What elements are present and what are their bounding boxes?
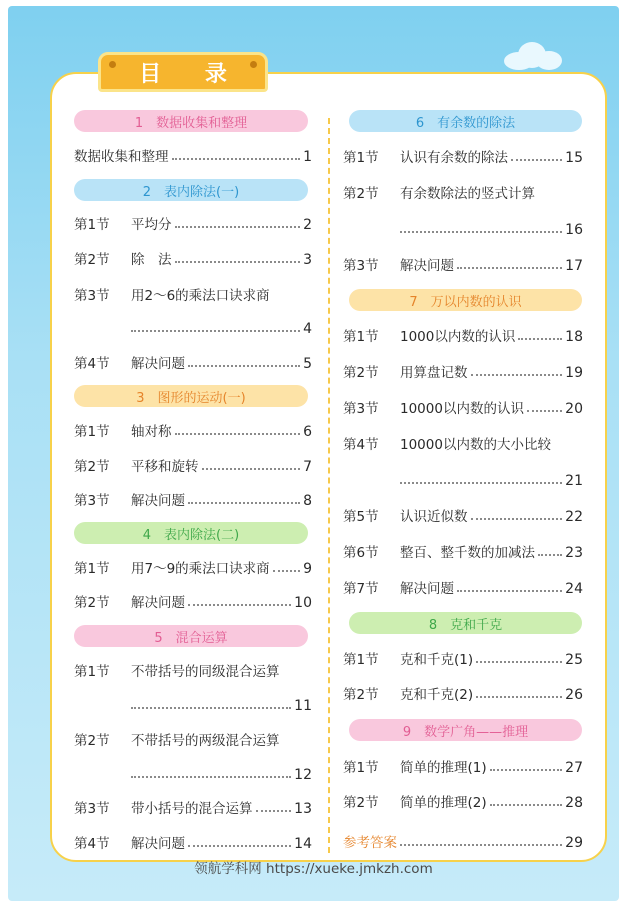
- toc-entry[interactable]: [343, 254, 583, 274]
- entry-name: 解决问题: [131, 836, 185, 852]
- entry-page: 15: [565, 150, 583, 166]
- entry-name: 平均分: [131, 217, 172, 233]
- entry-name: 不带括号的两级混合运算: [131, 733, 280, 749]
- entry-name: 用2～6的乘法口诀求商: [131, 288, 270, 304]
- watermark: 领航学科网 https://xueke.jmkzh.com: [194, 861, 433, 877]
- entry-page: 22: [565, 509, 583, 525]
- toc-entry[interactable]: [74, 557, 312, 577]
- leader-dots: [202, 468, 301, 470]
- toc-entry[interactable]: [74, 489, 312, 509]
- chapter-4-heading[interactable]: 4 表内除法(二): [74, 522, 308, 544]
- entry-name: 认识有余数的除法: [400, 150, 508, 166]
- chapter-5-heading[interactable]: 5 混合运算: [74, 625, 308, 647]
- toc-entry[interactable]: [74, 352, 312, 372]
- leader-dots: [538, 554, 562, 556]
- entry-name: 解决问题: [400, 581, 454, 597]
- leader-dots: [471, 518, 563, 520]
- leader-dots: [400, 482, 562, 484]
- entry-section: 第2节: [343, 365, 379, 381]
- toc-entry-continuation[interactable]: [131, 694, 312, 714]
- toc-entry[interactable]: [74, 213, 312, 233]
- entry-section: 第2节: [74, 733, 110, 749]
- leader-dots: [175, 261, 301, 263]
- entry-page: 16: [565, 222, 583, 238]
- entry-name: 不带括号的同级混合运算: [131, 664, 280, 680]
- toc-entry-continuation[interactable]: [131, 763, 312, 783]
- entry-page: 14: [294, 836, 312, 852]
- entry-name: 数据收集和整理: [74, 149, 169, 165]
- leader-dots: [131, 776, 291, 778]
- toc-entry[interactable]: [74, 797, 312, 817]
- entry-name: 10000以内数的认识: [400, 401, 524, 417]
- leader-dots: [131, 707, 291, 709]
- chapter-9-heading[interactable]: 9 数学广角——推理: [349, 719, 582, 741]
- leader-dots: [400, 231, 562, 233]
- entry-name: 克和千克(1): [400, 652, 474, 668]
- entry-page: 2: [303, 217, 312, 233]
- chapter-7-heading[interactable]: 7 万以内数的认识: [349, 289, 582, 311]
- entry-section: 第1节: [74, 664, 110, 680]
- entry-page: 21: [565, 473, 583, 489]
- toc-entry-continuation[interactable]: [131, 317, 312, 337]
- leader-dots: [518, 338, 562, 340]
- entry-page: 4: [303, 321, 312, 337]
- entry-section: 第4节: [74, 836, 110, 852]
- answers-label: 参考答案: [343, 835, 397, 851]
- leader-dots: [256, 810, 292, 812]
- entry-page: 13: [294, 801, 312, 817]
- entry-page: 19: [565, 365, 583, 381]
- entry-section: 第4节: [343, 437, 379, 453]
- entry-page: 10: [294, 595, 312, 611]
- toc-entry[interactable]: [74, 145, 312, 165]
- entry-name: 整百、整千数的加减法: [400, 545, 535, 561]
- toc-entry[interactable]: [343, 683, 583, 703]
- entry-page: 18: [565, 329, 583, 345]
- entry-page: 17: [565, 258, 583, 274]
- entry-name: 有余数除法的竖式计算: [400, 186, 535, 202]
- leader-dots: [527, 410, 562, 412]
- entry-name: 10000以内数的大小比较: [400, 437, 551, 453]
- entry-section: 第1节: [343, 760, 379, 776]
- entry-page: 7: [303, 459, 312, 475]
- entry-name: 1000以内数的认识: [400, 329, 516, 345]
- entry-page: 5: [303, 356, 312, 372]
- entry-page: 8: [303, 493, 312, 509]
- leader-dots: [175, 433, 301, 435]
- chapter-3-heading[interactable]: 3 图形的运动(一): [74, 385, 308, 407]
- entry-name: 简单的推理(2): [400, 795, 487, 811]
- page-title: 目 录: [139, 61, 245, 87]
- entry-section: 第1节: [343, 150, 379, 166]
- toc-entry[interactable]: [74, 832, 312, 852]
- entry-section: 第6节: [343, 545, 379, 561]
- toc-entry-continuation[interactable]: [400, 469, 583, 489]
- toc-entry-continuation[interactable]: [400, 218, 583, 238]
- toc-entry[interactable]: [74, 455, 312, 475]
- entry-section: 第7节: [343, 581, 379, 597]
- entry-section: 第1节: [74, 217, 110, 233]
- entry-page: 1: [303, 149, 312, 165]
- entry-name: 平移和旋转: [131, 459, 199, 475]
- entry-name: 除 法: [131, 252, 172, 268]
- entry-page: 27: [565, 760, 583, 776]
- entry-section: 第2节: [343, 186, 379, 202]
- leader-dots: [476, 696, 562, 698]
- leader-dots: [511, 159, 562, 161]
- entry-name: 解决问题: [131, 595, 185, 611]
- entry-name: 轴对称: [131, 424, 172, 440]
- leader-dots: [172, 158, 301, 160]
- entry-name: 克和千克(2): [400, 687, 474, 703]
- entry-section: 第2节: [74, 252, 110, 268]
- toc-entry[interactable]: [343, 146, 583, 166]
- entry-page: 26: [565, 687, 583, 703]
- entry-page: 20: [565, 401, 583, 417]
- chapter-8-heading[interactable]: 8 克和千克: [349, 612, 582, 634]
- entry-page: 6: [303, 424, 312, 440]
- toc-entry[interactable]: [74, 660, 312, 680]
- entry-page: 9: [303, 561, 312, 577]
- entry-section: 第2节: [74, 595, 110, 611]
- toc-entry[interactable]: [343, 505, 583, 525]
- leader-dots: [457, 267, 562, 269]
- entry-page: 11: [294, 698, 312, 714]
- leader-dots: [131, 330, 300, 332]
- entry-name: 解决问题: [400, 258, 454, 274]
- answers-entry[interactable]: [343, 831, 583, 851]
- toc-entry[interactable]: [74, 284, 312, 304]
- entry-name: 简单的推理(1): [400, 760, 487, 776]
- toc-entry[interactable]: [74, 248, 312, 268]
- chapter-2-heading[interactable]: 2 表内除法(一): [74, 179, 308, 201]
- answers-page: 29: [565, 835, 583, 851]
- leader-dots: [175, 226, 301, 228]
- entry-section: 第1节: [343, 329, 379, 345]
- toc-entry[interactable]: [343, 397, 583, 417]
- leader-dots: [188, 604, 291, 606]
- leader-dots: [490, 804, 563, 806]
- toc-title-tab: [98, 52, 268, 92]
- pin-icon: [250, 61, 257, 68]
- entry-page: 24: [565, 581, 583, 597]
- toc-entry[interactable]: [343, 648, 583, 668]
- entry-section: 第2节: [343, 795, 379, 811]
- entry-page: 3: [303, 252, 312, 268]
- entry-section: 第3节: [74, 288, 110, 304]
- entry-name: 带小括号的混合运算: [131, 801, 253, 817]
- entry-section: 第3节: [343, 258, 379, 274]
- entry-page: 25: [565, 652, 583, 668]
- leader-dots: [188, 365, 300, 367]
- entry-page: 23: [565, 545, 583, 561]
- toc-entry[interactable]: [343, 541, 583, 561]
- toc-entry[interactable]: [343, 325, 583, 345]
- entry-section: 第1节: [343, 652, 379, 668]
- toc-entry[interactable]: [343, 577, 583, 597]
- entry-page: 28: [565, 795, 583, 811]
- leader-dots: [188, 845, 291, 847]
- entry-section: 第3节: [74, 801, 110, 817]
- entry-name: 用7～9的乘法口诀求商: [131, 561, 270, 577]
- entry-page: 12: [294, 767, 312, 783]
- leader-dots: [400, 844, 562, 846]
- toc-entry[interactable]: [343, 756, 583, 776]
- toc-entry[interactable]: [343, 182, 583, 202]
- leader-dots: [188, 502, 300, 504]
- cloud-icon: [496, 42, 562, 70]
- entry-section: 第4节: [74, 356, 110, 372]
- leader-dots: [457, 590, 562, 592]
- entry-section: 第1节: [74, 424, 110, 440]
- entry-name: 解决问题: [131, 356, 185, 372]
- column-divider: [328, 118, 330, 853]
- entry-name: 用算盘记数: [400, 365, 468, 381]
- toc-entry[interactable]: [74, 591, 312, 611]
- toc-entry[interactable]: [343, 791, 583, 811]
- pin-icon: [109, 61, 116, 68]
- toc-entry[interactable]: [74, 729, 312, 749]
- entry-name: 认识近似数: [400, 509, 468, 525]
- toc-entry[interactable]: [343, 361, 583, 381]
- chapter-6-heading[interactable]: 6 有余数的除法: [349, 110, 582, 132]
- leader-dots: [476, 661, 562, 663]
- toc-entry[interactable]: [343, 433, 583, 453]
- entry-section: 第3节: [74, 493, 110, 509]
- leader-dots: [490, 769, 563, 771]
- entry-section: 第2节: [343, 687, 379, 703]
- entry-section: 第2节: [74, 459, 110, 475]
- toc-entry[interactable]: [74, 420, 312, 440]
- leader-dots: [273, 570, 300, 572]
- entry-section: 第1节: [74, 561, 110, 577]
- entry-section: 第3节: [343, 401, 379, 417]
- chapter-1-heading[interactable]: 1 数据收集和整理: [74, 110, 308, 132]
- entry-name: 解决问题: [131, 493, 185, 509]
- leader-dots: [471, 374, 563, 376]
- entry-section: 第5节: [343, 509, 379, 525]
